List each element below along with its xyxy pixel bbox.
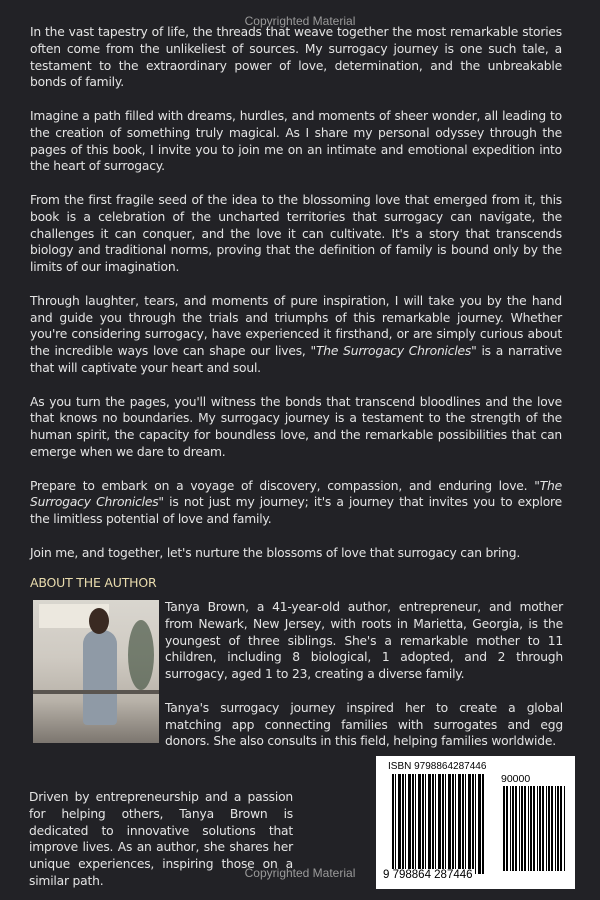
text: Prepare to embark on a voyage of discovery, compassion, and enduring love. — [30, 478, 535, 493]
price-code: 90000 — [501, 773, 531, 785]
book-title: "The Surrogacy Chronicles" — [310, 344, 477, 359]
paragraph — [30, 478, 562, 528]
author-bio-closing: Driven by entrepreneurship and a passion for helping others, Tanya Brown is dedicated to innovative solutions that improve lives. As an author, she shares her unique experiences, inspiring those on a similar path. — [29, 790, 293, 888]
barcode-digits: 9 798864 287446 — [383, 869, 473, 881]
text: is a narrative that will captivate your heart and soul. — [30, 344, 562, 375]
author-bio — [165, 599, 563, 767]
price-barcode-bars — [503, 786, 565, 871]
book-title: "The Surrogacy Chronicles" — [30, 478, 562, 510]
text: Through laughter, tears, and moments of pure inspiration, I will take you by the hand and guide you through the trials and triumphs of this remarkable journey. Whether you're considering surrogacy, have experienced it firsthand, or are simply curious about the incredible ways love can shape our lives, — [30, 293, 562, 359]
paragraph: As you turn the pages, you'll witness the bonds that transcend bloodlines and the love that knows no boundaries. My surrogacy journey is a testament to the strength of the human spirit, the capacity for boundless love, and the remarkable possibilities that can emerge when we dare to dream. — [30, 394, 562, 459]
paragraph: In the vast tapestry of life, the threads that weave together the most remarkable stories often come from the unlikeliest of sources. My surrogacy journey is one such tale, a testament to the extraordinary power of love, determination, and the unbreakable bonds of family. — [30, 25, 562, 90]
paragraph: Imagine a path filled with dreams, hurdles, and moments of sheer wonder, all leading to the creation of something truly magical. As I share my personal odyssey through the pages of this book, I invite you to join me on an intimate and emotional expedition into the heart of surrogacy. — [30, 108, 562, 174]
barcode-bars — [392, 774, 484, 874]
isbn-label: ISBN 9798864287446 — [388, 761, 487, 772]
copyright-watermark-top: Copyrighted Material — [244, 14, 356, 28]
paragraph — [30, 293, 562, 377]
bio-paragraph: Tanya's surrogacy journey inspired her to create a global matching app connecting families with surrogates and egg donors. She also consults in this field, helping families worldwide. — [165, 700, 563, 749]
copyright-watermark-bottom: Copyrighted Material — [244, 866, 356, 880]
author-photo — [33, 600, 159, 743]
paragraph: Join me, and together, let's nurture the blossoms of love that surrogacy can bring. — [30, 545, 521, 560]
bio-paragraph: Tanya Brown, a 41-year-old author, entrepreneur, and mother from Newark, New Jersey, with roots in Marietta, Georgia, is the youngest of three siblings. She's a remarkable mother to 11 children, including 8 biological, 1 adopted, and 2 through surrogacy, aged 1 to 23, creating a diverse family. — [165, 600, 563, 682]
text: is not just my journey; it's a journey that invites you to explore the limitless potential of love and family. — [30, 495, 563, 527]
paragraph: From the first fragile seed of the idea to the blossoming love that emerged from it, this book is a celebration of the uncharted territories that surrogacy can navigate, the challenges it can conquer, and the love it can cultivate. It's a story that transcends biology and traditional norms, proving that the definition of family is bound only by the limits of our imagination. — [30, 192, 562, 275]
book-description — [30, 24, 562, 578]
about-author-heading: ABOUT THE AUTHOR — [30, 575, 157, 590]
